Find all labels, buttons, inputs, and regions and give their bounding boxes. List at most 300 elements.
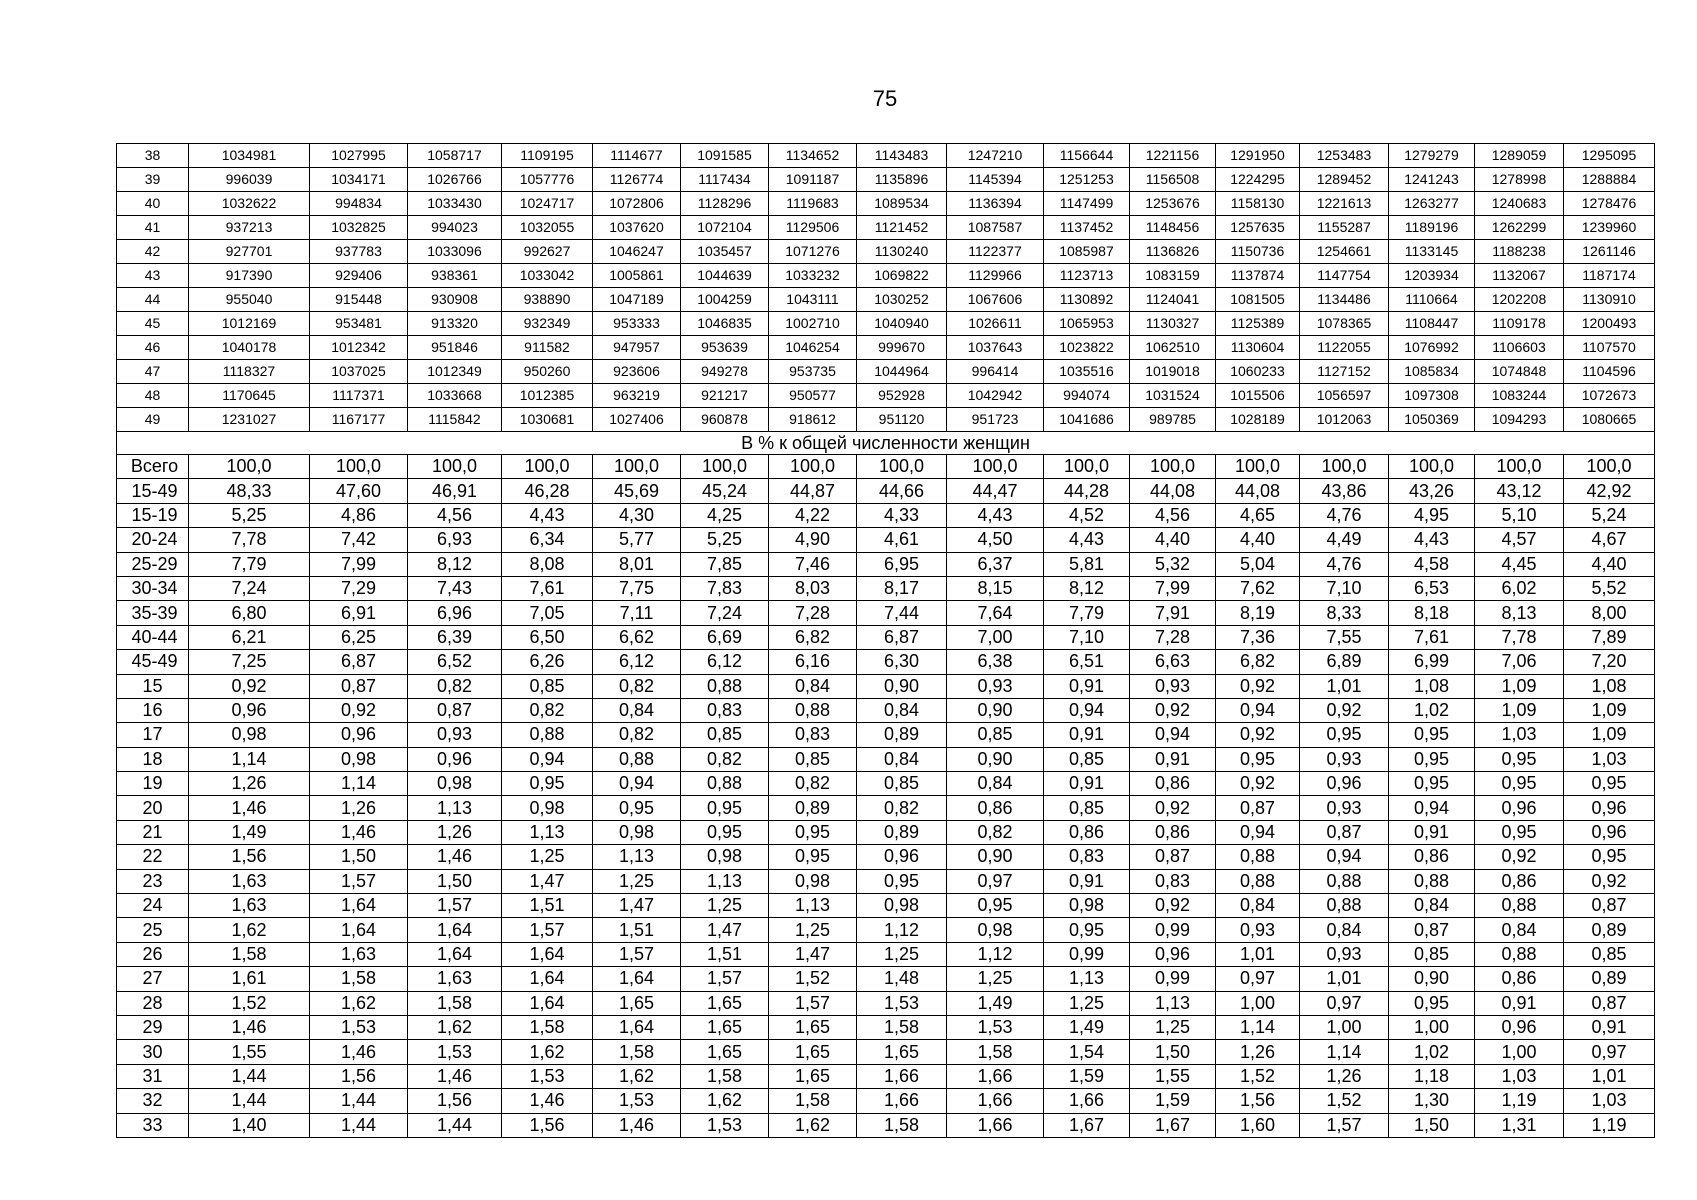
table-cell: 1,08: [1564, 674, 1655, 698]
table-cell: 0,82: [502, 698, 593, 722]
table-cell: 1,12: [857, 918, 947, 942]
table-cell: 1,25: [1130, 1015, 1216, 1039]
table-cell: 1,09: [1475, 698, 1564, 722]
table-row: [117, 216, 1655, 240]
table-cell: 1143483: [857, 144, 947, 168]
table-cell: 45,24: [681, 479, 769, 503]
row-label: 17: [117, 723, 189, 747]
table-cell: 0,83: [681, 698, 769, 722]
table-cell: 0,98: [1044, 894, 1130, 918]
table-cell: 1042942: [947, 384, 1044, 408]
row-label: 26: [117, 942, 189, 966]
table-cell: 1012342: [310, 336, 408, 360]
table-cell: 6,21: [189, 625, 310, 649]
table-cell: 0,86: [1475, 869, 1564, 893]
table-cell: 0,95: [1475, 820, 1564, 844]
table-cell: 0,82: [681, 747, 769, 771]
table-cell: 48,33: [189, 479, 310, 503]
table-cell: 6,96: [408, 601, 502, 625]
table-cell: 6,53: [1389, 576, 1475, 600]
table-cell: 0,84: [857, 747, 947, 771]
table-cell: 0,96: [189, 698, 310, 722]
table-cell: 5,32: [1130, 552, 1216, 576]
table-cell: 1,53: [857, 991, 947, 1015]
table-cell: 1117434: [681, 168, 769, 192]
table-cell: 0,93: [947, 674, 1044, 698]
table-cell: 1147754: [1300, 264, 1389, 288]
table-cell: 1,03: [1564, 1089, 1655, 1113]
table-cell: 1,46: [189, 1015, 310, 1039]
table-cell: 8,33: [1300, 601, 1389, 625]
table-cell: 951120: [857, 408, 947, 432]
table-cell: 1060233: [1216, 360, 1300, 384]
table-cell: 6,93: [408, 528, 502, 552]
table-cell: 1,62: [189, 918, 310, 942]
table-cell: 1,57: [593, 942, 681, 966]
table-cell: 1117371: [310, 384, 408, 408]
table-cell: 1,55: [1130, 1064, 1216, 1088]
table-cell: 1,62: [769, 1113, 857, 1137]
table-cell: 1,58: [681, 1064, 769, 1088]
table-cell: 1046247: [593, 240, 681, 264]
table-cell: 7,75: [593, 576, 681, 600]
table-cell: 929406: [310, 264, 408, 288]
table-cell: 0,84: [1475, 918, 1564, 942]
table-row: [117, 1015, 1655, 1039]
row-label: 49: [117, 408, 189, 432]
table-cell: 7,06: [1475, 650, 1564, 674]
table-row: [117, 479, 1655, 503]
table-cell: 927701: [189, 240, 310, 264]
table-cell: 0,86: [947, 796, 1044, 820]
table-cell: 6,30: [857, 650, 947, 674]
table-cell: 4,57: [1475, 528, 1564, 552]
table-cell: 1156508: [1130, 168, 1216, 192]
table-cell: 1034171: [310, 168, 408, 192]
table-cell: 1047189: [593, 288, 681, 312]
table-cell: 1114677: [593, 144, 681, 168]
table-cell: 1257635: [1216, 216, 1300, 240]
table-cell: 1,50: [1130, 1040, 1216, 1064]
table-cell: 1041686: [1044, 408, 1130, 432]
table-cell: 0,91: [1044, 772, 1130, 796]
table-cell: 1,47: [502, 869, 593, 893]
table-cell: 7,89: [1564, 625, 1655, 649]
table-cell: 6,12: [681, 650, 769, 674]
table-cell: 1262299: [1475, 216, 1564, 240]
table-cell: 1046254: [769, 336, 857, 360]
table-cell: 0,95: [593, 796, 681, 820]
table-cell: 1030252: [857, 288, 947, 312]
table-cell: 5,04: [1216, 552, 1300, 576]
table-cell: 6,38: [947, 650, 1044, 674]
table-cell: 1,13: [502, 820, 593, 844]
table-cell: 8,18: [1389, 601, 1475, 625]
table-row: [117, 869, 1655, 893]
table-cell: 0,82: [769, 772, 857, 796]
table-cell: 1,44: [189, 1064, 310, 1088]
table-cell: 0,88: [1300, 869, 1389, 893]
table-cell: 0,93: [1300, 942, 1389, 966]
table-cell: 0,95: [769, 845, 857, 869]
table-cell: 8,19: [1216, 601, 1300, 625]
table-cell: 0,85: [1044, 796, 1130, 820]
row-label: 44: [117, 288, 189, 312]
table-cell: 8,00: [1564, 601, 1655, 625]
table-cell: 0,95: [1389, 723, 1475, 747]
table-cell: 4,49: [1300, 528, 1389, 552]
table-cell: 1119683: [769, 192, 857, 216]
table-cell: 0,91: [1044, 869, 1130, 893]
table-cell: 0,95: [1389, 991, 1475, 1015]
table-cell: 0,83: [1044, 845, 1130, 869]
table-cell: 1037620: [593, 216, 681, 240]
table-cell: 6,34: [502, 528, 593, 552]
table-cell: 6,37: [947, 552, 1044, 576]
table-cell: 6,12: [593, 650, 681, 674]
table-cell: 1263277: [1389, 192, 1475, 216]
table-row: [117, 918, 1655, 942]
table-cell: 7,28: [769, 601, 857, 625]
table-cell: 6,52: [408, 650, 502, 674]
row-label: 25-29: [117, 552, 189, 576]
table-cell: 1087587: [947, 216, 1044, 240]
table-cell: 1058717: [408, 144, 502, 168]
table-cell: 1,08: [1389, 674, 1475, 698]
row-label: 25: [117, 918, 189, 942]
table-cell: 1085834: [1389, 360, 1475, 384]
table-cell: 0,95: [857, 869, 947, 893]
table-cell: 1118327: [189, 360, 310, 384]
table-cell: 1,31: [1475, 1113, 1564, 1137]
row-label: 43: [117, 264, 189, 288]
table-cell: 1254661: [1300, 240, 1389, 264]
table-cell: 4,40: [1130, 528, 1216, 552]
row-label: 30: [117, 1040, 189, 1064]
table-row: [117, 1064, 1655, 1088]
table-cell: 1,14: [1216, 1015, 1300, 1039]
table-body: [117, 144, 1655, 1138]
table-cell: 1,62: [310, 991, 408, 1015]
table-cell: 1,58: [408, 991, 502, 1015]
table-cell: 8,13: [1475, 601, 1564, 625]
table-cell: 7,85: [681, 552, 769, 576]
table-cell: 1,46: [408, 845, 502, 869]
table-cell: 0,92: [1130, 796, 1216, 820]
table-cell: 0,91: [1475, 991, 1564, 1015]
table-cell: 6,87: [857, 625, 947, 649]
table-cell: 7,61: [502, 576, 593, 600]
table-cell: 1,53: [947, 1015, 1044, 1039]
table-cell: 0,83: [769, 723, 857, 747]
table-cell: 1089534: [857, 192, 947, 216]
table-cell: 918612: [769, 408, 857, 432]
table-cell: 4,43: [502, 503, 593, 527]
table-cell: 1239960: [1564, 216, 1655, 240]
table-cell: 0,92: [1564, 869, 1655, 893]
table-cell: 7,24: [681, 601, 769, 625]
table-cell: 0,85: [681, 723, 769, 747]
table-cell: 1080665: [1564, 408, 1655, 432]
row-label: 33: [117, 1113, 189, 1137]
table-cell: 8,15: [947, 576, 1044, 600]
table-cell: 0,82: [593, 674, 681, 698]
table-row: [117, 384, 1655, 408]
row-label: 40-44: [117, 625, 189, 649]
table-cell: 913320: [408, 312, 502, 336]
table-cell: 4,95: [1389, 503, 1475, 527]
table-cell: 0,94: [1300, 845, 1389, 869]
table-cell: 0,88: [681, 772, 769, 796]
table-cell: 0,90: [857, 674, 947, 698]
table-cell: 1,67: [1130, 1113, 1216, 1137]
table-cell: 4,40: [1216, 528, 1300, 552]
table-cell: 1040178: [189, 336, 310, 360]
table-cell: 0,87: [1389, 918, 1475, 942]
table-cell: 1247210: [947, 144, 1044, 168]
table-cell: 1026611: [947, 312, 1044, 336]
table-cell: 0,91: [1389, 820, 1475, 844]
table-cell: 1188238: [1475, 240, 1564, 264]
table-cell: 0,99: [1044, 942, 1130, 966]
table-cell: 1,47: [769, 942, 857, 966]
table-cell: 915448: [310, 288, 408, 312]
table-cell: 1126774: [593, 168, 681, 192]
table-cell: 1,57: [1300, 1113, 1389, 1137]
table-cell: 4,56: [408, 503, 502, 527]
table-row: [117, 168, 1655, 192]
table-row: [117, 312, 1655, 336]
table-cell: 1,65: [681, 991, 769, 1015]
table-cell: 1012385: [502, 384, 593, 408]
table-cell: 1,53: [681, 1113, 769, 1137]
table-cell: 100,0: [1389, 455, 1475, 479]
table-cell: 6,16: [769, 650, 857, 674]
table-cell: 0,98: [681, 845, 769, 869]
table-cell: 1,25: [769, 918, 857, 942]
table-cell: 1002710: [769, 312, 857, 336]
table-cell: 949278: [681, 360, 769, 384]
table-cell: 0,94: [1130, 723, 1216, 747]
table-cell: 0,98: [857, 894, 947, 918]
table-cell: 923606: [593, 360, 681, 384]
table-cell: 0,86: [1389, 845, 1475, 869]
table-cell: 7,62: [1216, 576, 1300, 600]
table-cell: 6,02: [1475, 576, 1564, 600]
table-cell: 0,96: [857, 845, 947, 869]
table-cell: 1289452: [1300, 168, 1389, 192]
table-cell: 1,46: [593, 1113, 681, 1137]
table-cell: 1069822: [857, 264, 947, 288]
table-cell: 100,0: [1130, 455, 1216, 479]
table-row: [117, 674, 1655, 698]
table-cell: 7,20: [1564, 650, 1655, 674]
table-cell: 6,51: [1044, 650, 1130, 674]
table-cell: 6,82: [769, 625, 857, 649]
table-cell: 951723: [947, 408, 1044, 432]
table-cell: 6,25: [310, 625, 408, 649]
table-cell: 1,18: [1389, 1064, 1475, 1088]
table-cell: 1046835: [681, 312, 769, 336]
table-cell: 1,64: [310, 894, 408, 918]
table-cell: 0,87: [1130, 845, 1216, 869]
table-cell: 0,90: [947, 747, 1044, 771]
table-cell: 0,96: [310, 723, 408, 747]
table-cell: 6,99: [1389, 650, 1475, 674]
table-cell: 5,25: [189, 503, 310, 527]
table-cell: 1033668: [408, 384, 502, 408]
row-label: 47: [117, 360, 189, 384]
row-label: 46: [117, 336, 189, 360]
table-cell: 1134486: [1300, 288, 1389, 312]
table-cell: 1,13: [1130, 991, 1216, 1015]
table-cell: 0,91: [1044, 674, 1130, 698]
table-row: [117, 455, 1655, 479]
row-label: 41: [117, 216, 189, 240]
table-cell: 0,93: [1300, 796, 1389, 820]
table-cell: 1125389: [1216, 312, 1300, 336]
table-cell: 1,64: [502, 967, 593, 991]
row-label: 27: [117, 967, 189, 991]
table-row: [117, 552, 1655, 576]
table-cell: 4,30: [593, 503, 681, 527]
table-cell: 0,93: [408, 723, 502, 747]
table-cell: 1097308: [1389, 384, 1475, 408]
table-cell: 7,28: [1130, 625, 1216, 649]
table-cell: 0,88: [1216, 845, 1300, 869]
row-label: 22: [117, 845, 189, 869]
table-cell: 1,62: [408, 1015, 502, 1039]
table-cell: 0,95: [1475, 772, 1564, 796]
row-label: 35-39: [117, 601, 189, 625]
table-cell: 0,95: [1389, 772, 1475, 796]
table-cell: 1,57: [310, 869, 408, 893]
row-label: 15-49: [117, 479, 189, 503]
table-row: [117, 336, 1655, 360]
table-cell: 1202208: [1475, 288, 1564, 312]
table-cell: 1288884: [1564, 168, 1655, 192]
table-row: [117, 772, 1655, 796]
table-row: [117, 192, 1655, 216]
table-cell: 1065953: [1044, 312, 1130, 336]
table-cell: 7,25: [189, 650, 310, 674]
table-cell: 1027406: [593, 408, 681, 432]
table-cell: 1071276: [769, 240, 857, 264]
table-cell: 1289059: [1475, 144, 1564, 168]
table-cell: 0,96: [1475, 1015, 1564, 1039]
data-table: [116, 143, 1655, 1138]
table-cell: 1,30: [1389, 1089, 1475, 1113]
table-cell: 0,94: [502, 747, 593, 771]
table-cell: 1,44: [189, 1089, 310, 1113]
table-cell: 0,96: [1130, 942, 1216, 966]
table-cell: 1,59: [1130, 1089, 1216, 1113]
table-cell: 44,87: [769, 479, 857, 503]
table-cell: 7,55: [1300, 625, 1389, 649]
table-cell: 1,09: [1564, 698, 1655, 722]
table-cell: 0,88: [1389, 869, 1475, 893]
table-cell: 47,60: [310, 479, 408, 503]
table-cell: 1072806: [593, 192, 681, 216]
table-cell: 0,94: [593, 772, 681, 796]
table-cell: 0,95: [681, 820, 769, 844]
table-cell: 999670: [857, 336, 947, 360]
table-cell: 7,10: [1300, 576, 1389, 600]
row-label: 23: [117, 869, 189, 893]
table-cell: 7,99: [310, 552, 408, 576]
table-cell: 0,84: [947, 772, 1044, 796]
table-cell: 1012169: [189, 312, 310, 336]
table-cell: 4,90: [769, 528, 857, 552]
table-cell: 947957: [593, 336, 681, 360]
table-row: [117, 1113, 1655, 1137]
table-cell: 1,58: [310, 967, 408, 991]
table-cell: 8,17: [857, 576, 947, 600]
table-cell: 0,96: [1564, 820, 1655, 844]
table-cell: 100,0: [1044, 455, 1130, 479]
table-row: [117, 360, 1655, 384]
table-cell: 1251253: [1044, 168, 1130, 192]
table-cell: 0,87: [1300, 820, 1389, 844]
table-cell: 0,95: [1044, 918, 1130, 942]
table-cell: 1004259: [681, 288, 769, 312]
row-label: 20-24: [117, 528, 189, 552]
table-cell: 0,98: [769, 869, 857, 893]
table-cell: 7,44: [857, 601, 947, 625]
table-cell: 100,0: [769, 455, 857, 479]
row-label: 42: [117, 240, 189, 264]
table-cell: 1,58: [769, 1089, 857, 1113]
table-cell: 1,65: [681, 1015, 769, 1039]
table-cell: 0,93: [1300, 747, 1389, 771]
table-cell: 0,97: [1564, 1040, 1655, 1064]
row-label: 29: [117, 1015, 189, 1039]
table-cell: 0,90: [947, 845, 1044, 869]
table-cell: 1,65: [857, 1040, 947, 1064]
table-cell: 46,28: [502, 479, 593, 503]
table-cell: 6,62: [593, 625, 681, 649]
table-cell: 0,95: [1564, 772, 1655, 796]
table-cell: 100,0: [1300, 455, 1389, 479]
table-cell: 1107570: [1564, 336, 1655, 360]
table-cell: 100,0: [857, 455, 947, 479]
table-cell: 1033096: [408, 240, 502, 264]
table-cell: 994834: [310, 192, 408, 216]
table-row: [117, 991, 1655, 1015]
table-cell: 0,86: [1475, 967, 1564, 991]
table-cell: 4,76: [1300, 552, 1389, 576]
table-cell: 1121452: [857, 216, 947, 240]
table-cell: 0,93: [1130, 674, 1216, 698]
table-cell: 7,00: [947, 625, 1044, 649]
table-cell: 6,50: [502, 625, 593, 649]
table-cell: 1012063: [1300, 408, 1389, 432]
table-cell: 43,12: [1475, 479, 1564, 503]
table-cell: 1,66: [947, 1089, 1044, 1113]
row-label: 45-49: [117, 650, 189, 674]
table-cell: 1081505: [1216, 288, 1300, 312]
table-cell: 0,98: [947, 918, 1044, 942]
table-cell: 8,08: [502, 552, 593, 576]
table-cell: 5,24: [1564, 503, 1655, 527]
table-cell: 7,99: [1130, 576, 1216, 600]
table-cell: 1,62: [681, 1089, 769, 1113]
row-label: 40: [117, 192, 189, 216]
table-cell: 0,97: [1216, 967, 1300, 991]
table-cell: 1,13: [408, 796, 502, 820]
table-cell: 1148456: [1130, 216, 1216, 240]
table-cell: 1,50: [1389, 1113, 1475, 1137]
